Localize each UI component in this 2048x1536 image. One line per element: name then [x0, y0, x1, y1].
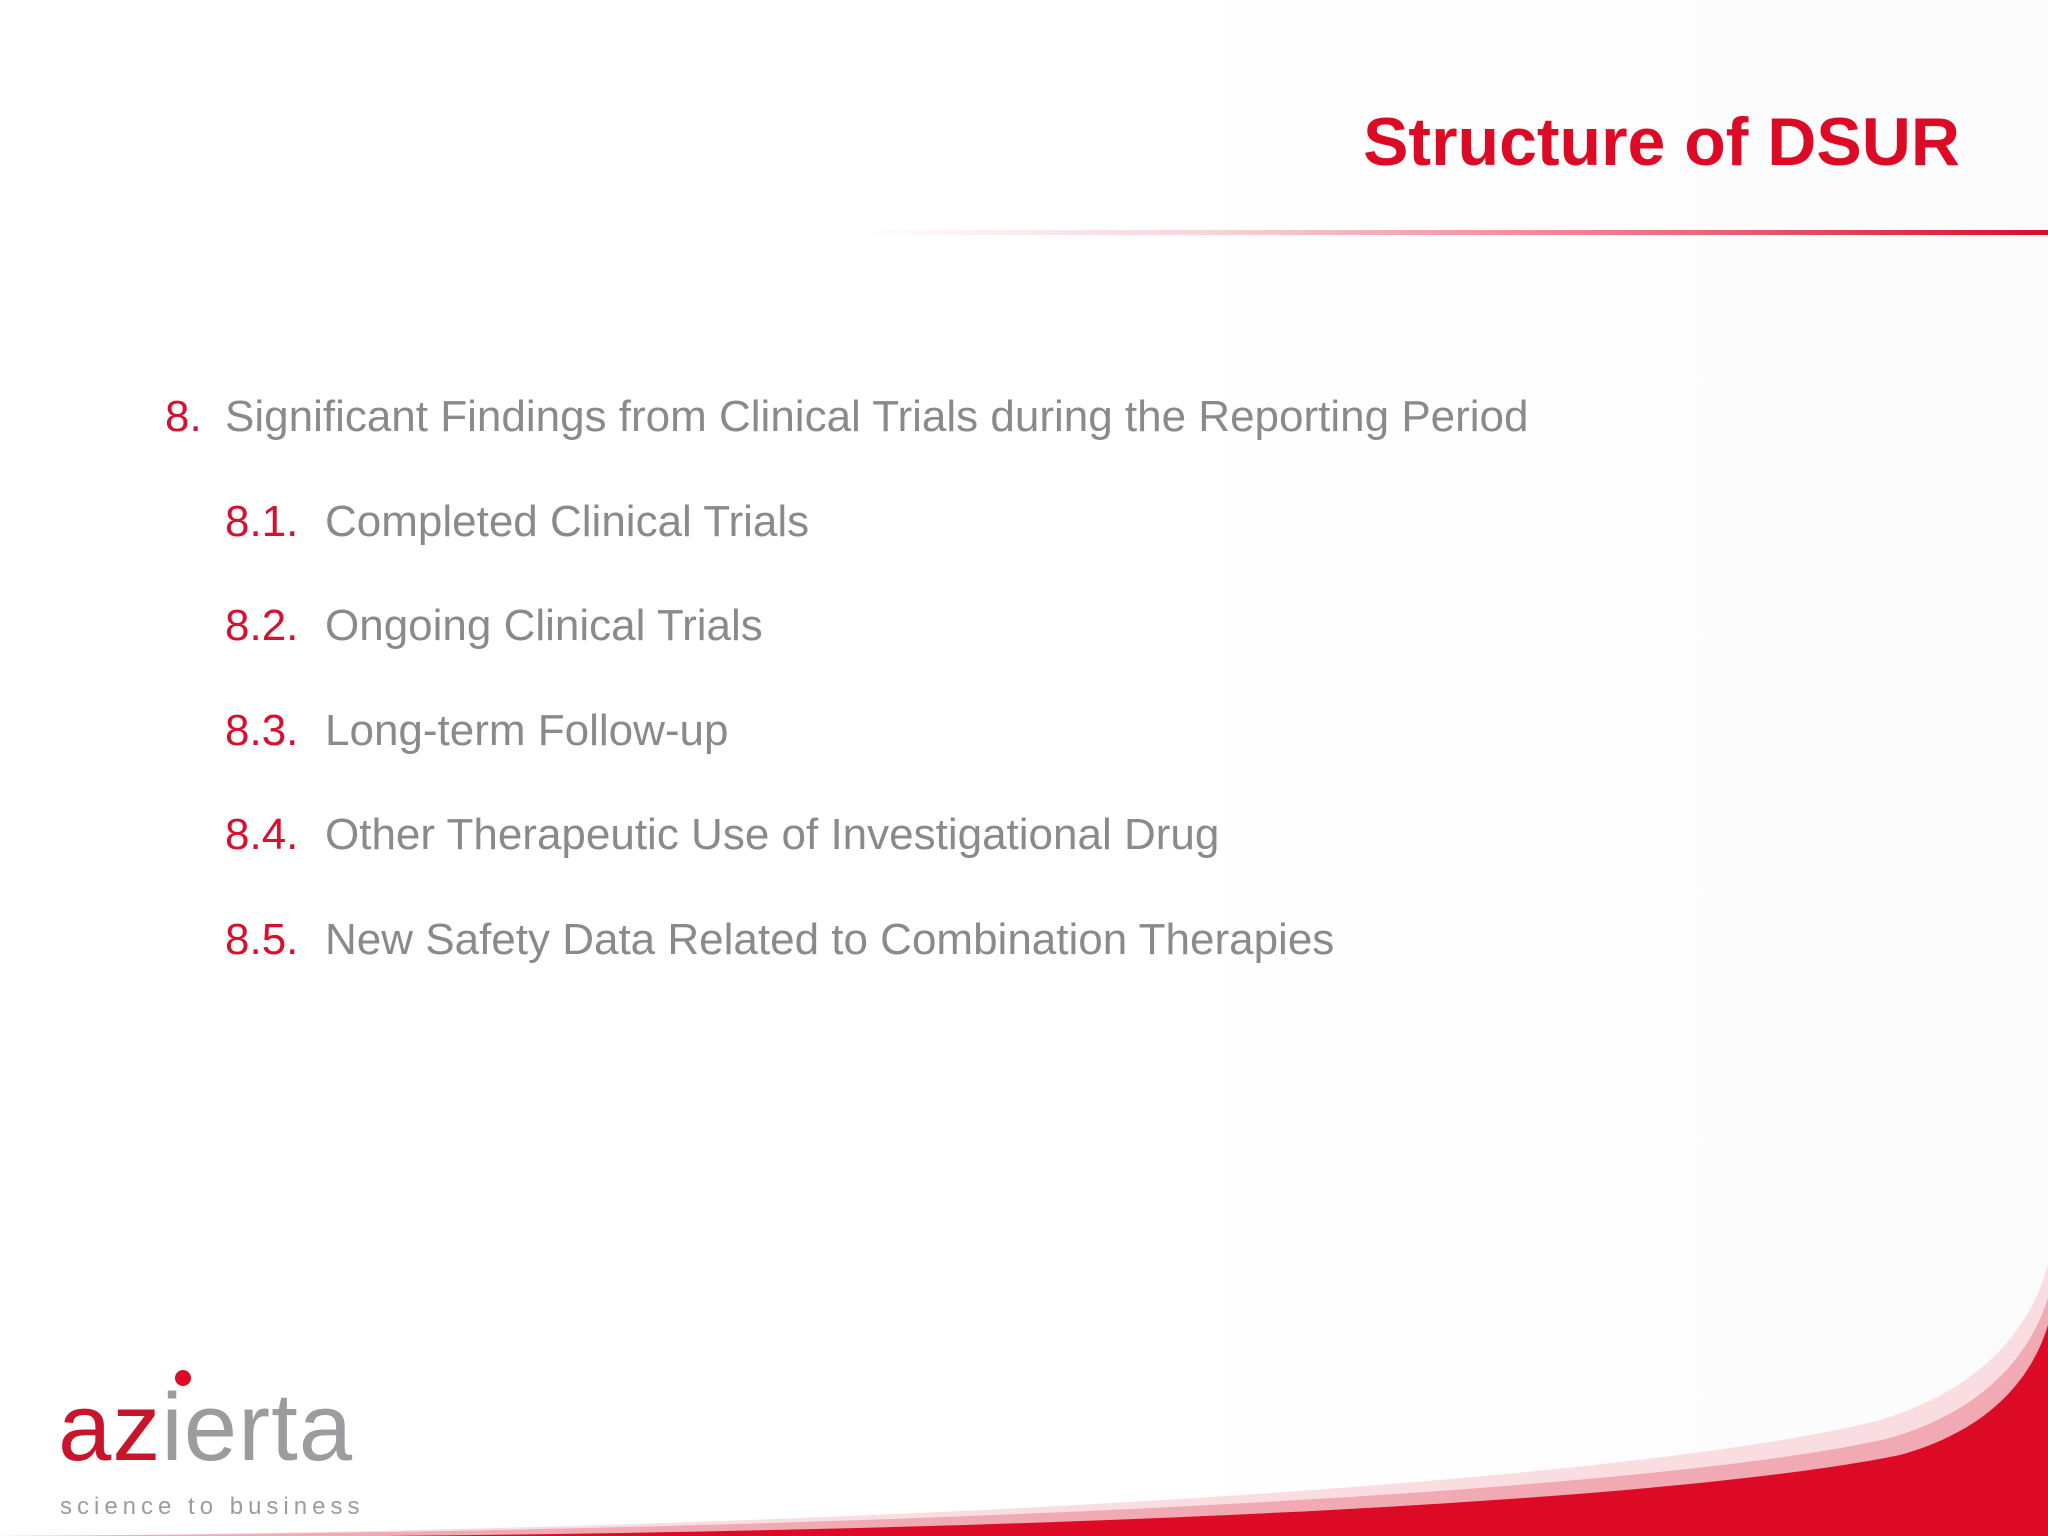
azierta-logo	[58, 1365, 378, 1525]
outline-subitem	[165, 810, 1865, 915]
outline-subitem-number: 8.4.	[225, 810, 299, 859]
logo-word-part2: ierta	[161, 1374, 354, 1481]
outline-main-text: Significant Findings from Clinical Trials during the Reporting Period	[225, 392, 1529, 441]
outline-subitem-number: 8.5.	[225, 914, 299, 964]
slide-title: Structure of DSUR	[1363, 104, 1960, 180]
outline-list	[165, 392, 1865, 1019]
outline-subitem-text: Ongoing Clinical Trials	[325, 601, 763, 650]
outline-subitem-number: 8.2.	[225, 601, 299, 650]
outline-subitem	[165, 601, 1865, 706]
outline-subitem-text: New Safety Data Related to Combination Therapies	[325, 914, 1335, 964]
logo-word-part1: az	[58, 1374, 162, 1481]
outline-main-number: 8.	[165, 392, 202, 441]
outline-subitem-text: Other Therapeutic Use of Investigational Drug	[325, 810, 1220, 859]
logo-wordmark	[58, 1373, 353, 1483]
outline-subitem	[165, 706, 1865, 811]
outline-subitem	[165, 915, 1865, 1020]
outline-subitem-number: 8.3.	[225, 705, 299, 755]
outline-subitem-text: Long-term Follow-up	[325, 705, 729, 755]
logo-tagline: science to business	[60, 1493, 365, 1520]
outline-main-item	[165, 392, 1865, 497]
outline-subitem	[165, 497, 1865, 602]
title-underline	[850, 230, 2048, 235]
outline-subitem-number: 8.1.	[225, 496, 299, 546]
outline-subitem-text: Completed Clinical Trials	[325, 496, 810, 546]
